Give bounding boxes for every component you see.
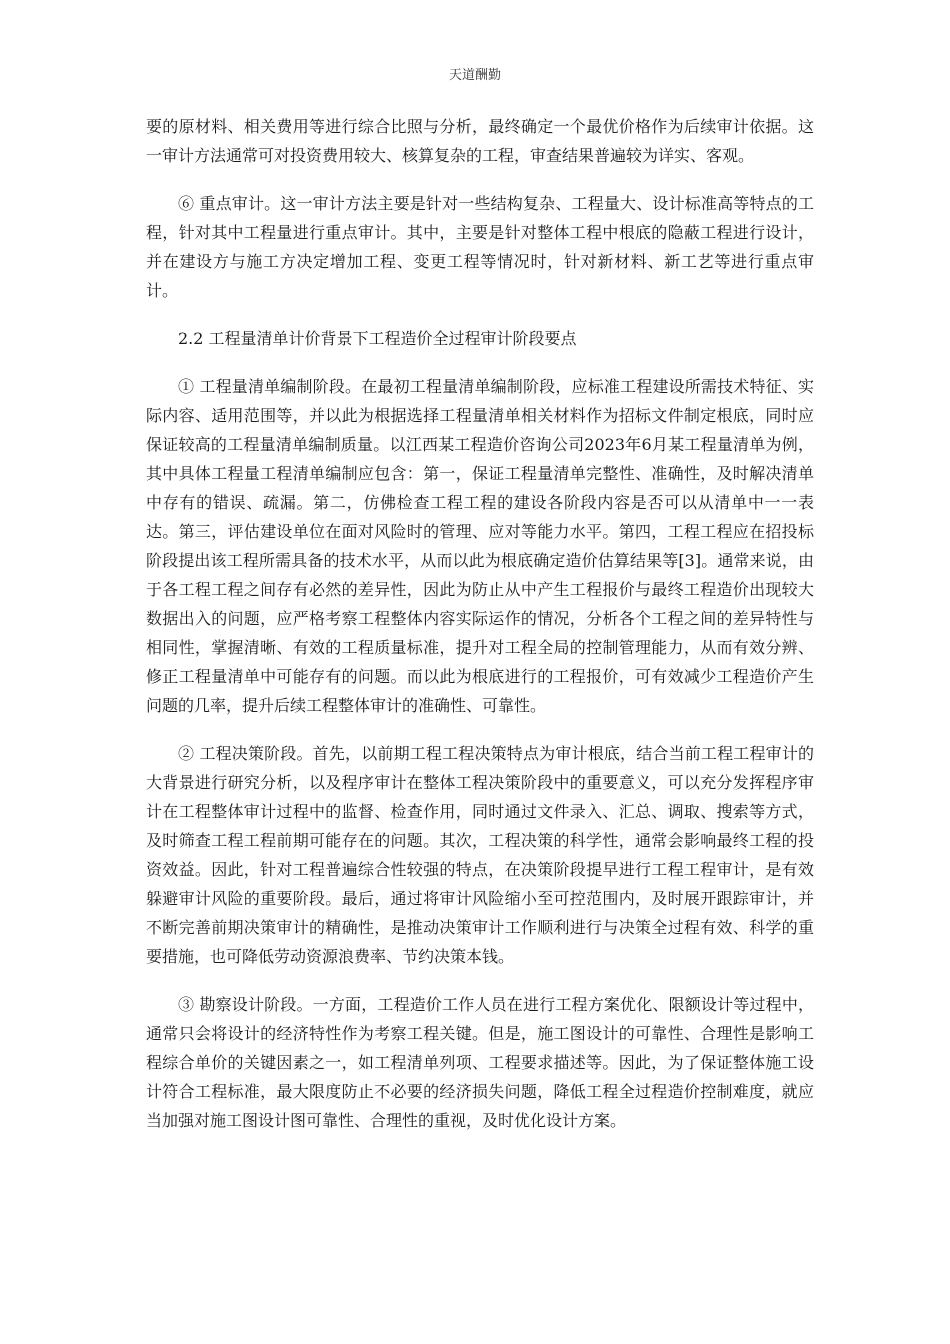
page-header: 天道酬勤 <box>448 68 501 83</box>
document-body <box>146 112 814 1154</box>
paragraph-key-audit: ⑥ 重点审计。这一审计方法主要是针对一些结构复杂、工程量大、设计标准高等特点的工程，针对其中工程量进行重点审计。其中，主要是针对整体工程中根底的隐蔽工程进行设计，并在建设方与施工方决定增加工程、变更工程等情况时，针对新材料、新工艺等进行重点审计。 <box>146 194 814 300</box>
paragraph-bill-compilation: ① 工程量清单编制阶段。在最初工程量清单编制阶段，应标准工程建设所需技术特征、实际内容、适用范围等，并以此为根据选择工程量清单相关材料作为招标文件制定根底，同时应保证较高的工程量清单编制质量。以江西某工程造价咨询公司2023年6月某工程量清单为例，其中具体工程量工程清单编制应包含：第一，保证工程量清单完整性、准确性，及时解决清单中存有的错误、疏漏。第二，仿佛检查工程工程的建设各阶段内容是否可以从清单中一一表达。第三，评估建设单位在面对风险时的管理、应对等能力水平。第四，工程工程应在招投标阶段提出该工程所需具备的技术水平，从而以此为根底确定造价估算结果等[3]。通常来说，由于各工程工程之间存有必然的差异性，因此为防止从中产生工程报价与最终工程造价出现较大数据出入的问题，应严格考察工程整体内容实际运作的情况，分析各个工程之间的差异特性与相同性，掌握清晰、有效的工程质量标准，提升对工程全局的控制管理能力，从而有效分辨、修正工程量清单中可能存有的问题。而以此为根底进行的工程报价，可有效减少工程造价产生问题的几率，提升后续工程整体审计的准确性、可靠性。 <box>146 377 814 715</box>
paragraph-decision-stage: ② 工程决策阶段。首先，以前期工程工程决策特点为审计根底，结合当前工程工程审计的大背景进行研究分析，以及程序审计在整体工程决策阶段中的重要意义，可以充分发挥程序审计在工程整体审计过程中的监督、检查作用，同时通过文件录入、汇总、调取、搜索等方式，及时筛查工程工程前期可能存在的问题。其次，工程决策的科学性，通常会影响最终工程的投资效益。因此，针对工程普遍综合性较强的特点，在决策阶段提早进行工程工程审计，是有效躲避审计风险的重要阶段。最后，通过将审计风险缩小至可控范围内，及时展开跟踪审计，并不断完善前期决策审计的精确性，是推动决策审计工作顺利进行与决策全过程有效、科学的重要措施，也可降低劳动资源浪费率、节约决策本钱。 <box>146 744 814 966</box>
paragraph-continued: 要的原材料、相关费用等进行综合比照与分析，最终确定一个最优价格作为后续审计依据。这一审计方法通常可对投资费用较大、核算复杂的工程，审查结果普遍较为详实、客观。 <box>146 117 814 165</box>
section-heading-2-2: 2.2 工程量清单计价背景下工程造价全过程审计阶段要点 <box>178 329 577 348</box>
paragraph-design-stage: ③ 勘察设计阶段。一方面，工程造价工作人员在进行工程方案优化、限额设计等过程中，通常只会将设计的经济特性作为考察工程关键。但是，施工图设计的可靠性、合理性是影响工程综合单价的关键因素之一，如工程清单列项、工程要求描述等。因此，为了保证整体施工设计符合工程标准，最大限度防止不必要的经济损失问题，降低工程全过程造价控制难度，就应当加强对施工图设计图可靠性、合理性的重视，及时优化设计方案。 <box>146 995 814 1130</box>
